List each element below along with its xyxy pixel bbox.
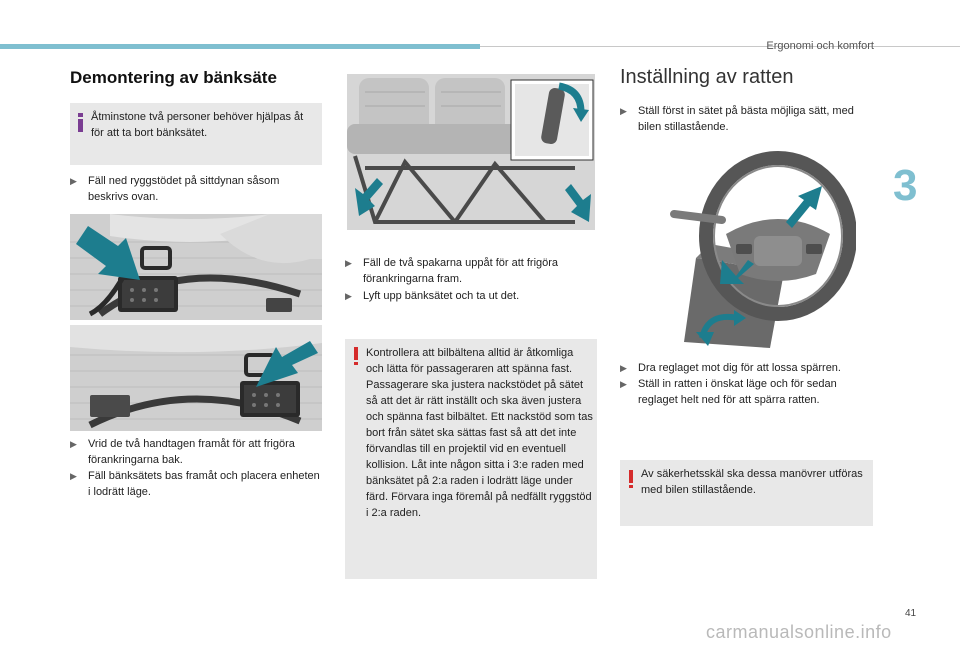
bullet-arrow-icon: ▶ xyxy=(345,258,352,268)
warning-icon xyxy=(354,347,358,365)
chapter-number: 3 xyxy=(893,161,918,210)
bullet-arrow-icon: ▶ xyxy=(620,363,627,373)
header-rule xyxy=(480,46,960,47)
page-title-right: Inställning av ratten xyxy=(620,66,794,88)
steering-wheel-illustration xyxy=(666,148,856,354)
bullet-item: ▶ Ställ in ratten i önskat läge och för sedan reglaget helt ned för att spärra ratten. xyxy=(620,378,837,406)
info-box xyxy=(70,103,322,165)
page-number: 41 xyxy=(905,608,917,619)
section-title: Ergonomi och komfort xyxy=(766,40,874,52)
seat-handle-illustration-top xyxy=(70,214,322,320)
bench-seat-illustration xyxy=(345,72,597,232)
warning-box-text: Av säkerhetsskäl ska dessa manövrer utföras med bilen stillastående. xyxy=(641,468,863,496)
warning-icon xyxy=(629,470,633,488)
info-box-text: Åtminstone två personer behöver hjälpas åt för att ta bort bänksätet. xyxy=(91,111,304,139)
bullet-item: ▶ Ställ först in sätet på bästa möjliga sätt, med bilen stillastående. xyxy=(620,105,854,133)
bullet-arrow-icon: ▶ xyxy=(70,176,77,186)
warning-box xyxy=(620,460,873,526)
bullet-item: ▶ Lyft upp bänksätet och ta ut det. xyxy=(345,290,520,302)
bullet-arrow-icon: ▶ xyxy=(70,439,77,449)
bullet-item: ▶ Fäll de två spakarna uppåt för att frigöra förankringarna fram. xyxy=(345,257,559,285)
warning-box xyxy=(345,339,597,579)
bullet-item: ▶ Dra reglaget mot dig för att lossa spärren. xyxy=(620,362,841,374)
bullet-arrow-icon: ▶ xyxy=(70,471,77,481)
bullet-item: ▶ Fäll bänksätets bas framåt och placera enheten i lodrätt läge. xyxy=(70,470,320,498)
bullet-item: ▶ Vrid de två handtagen framåt för att frigöra förankringarna bak. xyxy=(70,438,295,466)
warning-box-text: Kontrollera att bilbältena alltid är åtkomliga och lätta för passageraren att spänna fast. Passagerare ska justera nackstödet på sätet så att det är rätt inställt och ska även justera och spänna fast bilbältet. Ett nackstöd som tas bort från sätet ska sättas fast så att det inte förvandlas till en projektil vid en eventuell kollision. Låt inte någon sitta i 3:e raden med bänksätet på 2:a raden i lodrätt läge under färd. Förvara inga föremål på nedfällt ryggstöd i 2:a raden. xyxy=(366,347,593,519)
watermark[interactable]: carmanualsonline.info xyxy=(706,622,892,642)
bullet-arrow-icon: ▶ xyxy=(620,106,627,116)
page-title-left: Demontering av bänksäte xyxy=(70,68,277,87)
bullet-item: ▶ Fäll ned ryggstödet på sittdynan såsom beskrivs ovan. xyxy=(70,175,280,203)
bullet-arrow-icon: ▶ xyxy=(345,291,352,301)
header-accent-bar xyxy=(0,44,480,49)
seat-handle-illustration-bottom xyxy=(70,325,322,431)
bullet-arrow-icon: ▶ xyxy=(620,379,627,389)
info-icon xyxy=(78,113,83,132)
